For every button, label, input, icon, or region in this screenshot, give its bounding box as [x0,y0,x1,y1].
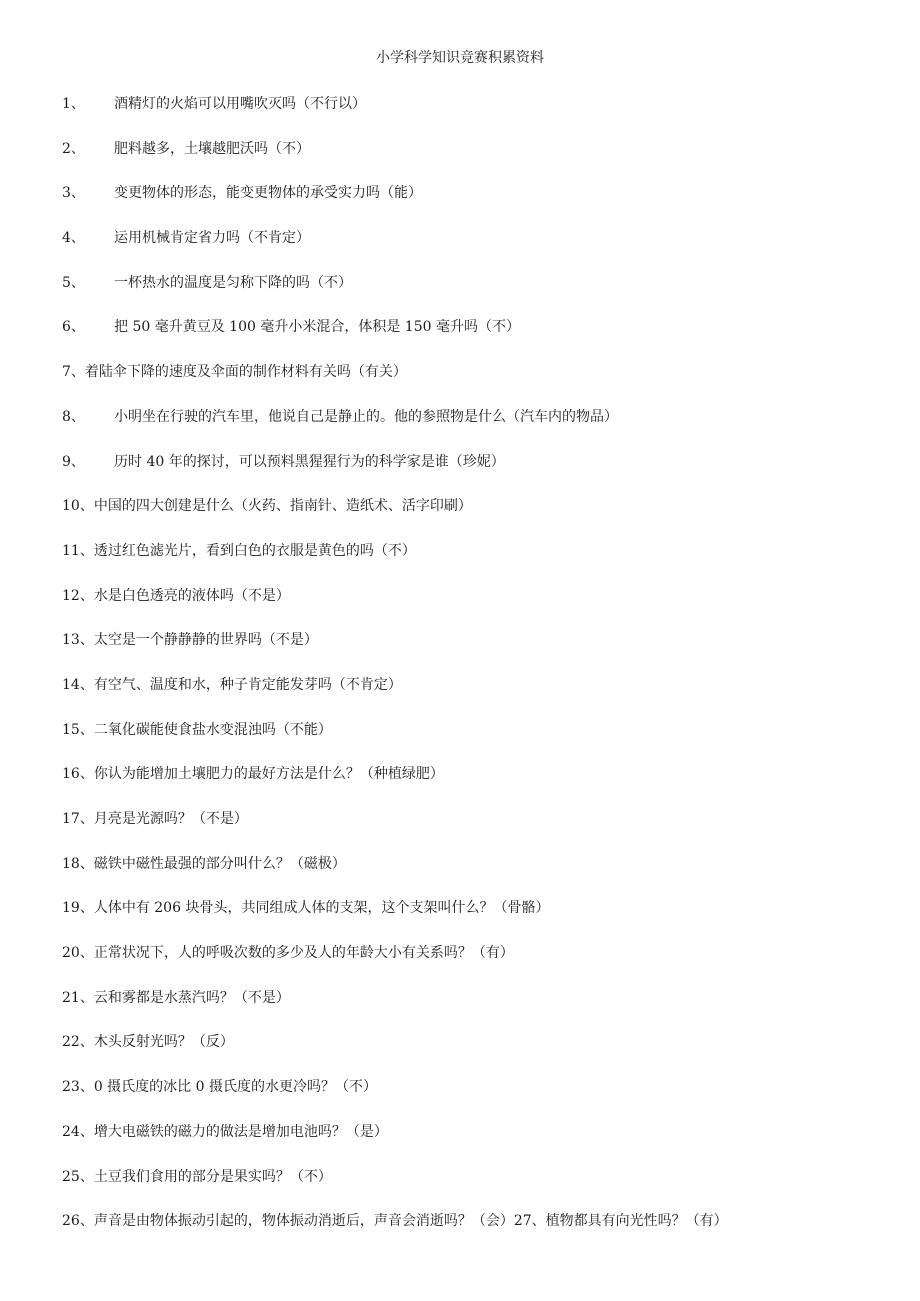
question-item [62,1032,892,1077]
question-item [62,273,892,318]
question-text: 土豆我们食用的部分是果实吗？（不） [93,1168,332,1185]
question-item [62,94,892,139]
question-number: 13、 [62,632,94,649]
question-text: 月亮是光源吗？（不是） [93,811,248,827]
question-text: 变更物体的形态，能变更物体的承受实力吗（能） [114,185,422,202]
question-text: 你认为能增加土壤肥力的最好方法是什么？（种植绿肥） [93,766,444,783]
question-item [62,675,892,720]
question-text: 肥料越多，土壤越肥沃吗（不） [114,140,310,157]
question-item [62,496,892,541]
question-number: 26、 [62,1213,94,1230]
question-item [62,452,892,497]
question-list [62,94,892,1256]
question-item [62,630,892,675]
question-text: 云和雾都是水蒸汽吗？（不是） [93,989,290,1006]
question-text: 酒精灯的火焰可以用嘴吹灭吗（不行以） [114,96,366,112]
question-text: 有空气、温度和水，种子肯定能发芽吗（不肯定） [93,676,402,693]
question-item [62,720,892,765]
question-number: 20、 [62,945,94,962]
question-item [62,898,892,943]
question-text: 太空是一个静静静的世界吗（不是） [93,632,318,649]
question-number: 18、 [62,855,94,872]
question-number: 8、 [62,408,85,425]
question-text: 着陆伞下降的速度及伞面的制作材料有关吗（有关） [84,364,407,381]
question-text: 运用机械肯定省力吗（不肯定） [114,230,310,247]
question-number: 7、 [62,364,85,381]
question-text: 中国的四大创建是什么（火药、指南针、造纸术、活字印刷） [93,498,472,515]
question-number: 4、 [62,230,85,247]
question-text: 木头反射光吗？（反） [93,1034,234,1051]
question-text: 一杯热水的温度是匀称下降的吗（不） [114,274,352,291]
document-title: 小学科学知识竞赛积累资料 [376,50,544,66]
question-item [62,317,892,362]
question-item [62,1077,892,1122]
question-item [62,139,892,184]
question-number: 6、 [62,319,85,336]
question-item [62,541,892,586]
question-item [62,586,892,631]
question-number: 17、 [62,811,94,827]
question-item [62,943,892,988]
question-item [62,407,892,452]
question-text: 人体中有 206 块骨头，共同组成人体的支架，这个支架叫什么？（骨骼） [93,900,550,917]
question-number: 10、 [62,498,94,515]
question-item [62,183,892,228]
question-number: 21、 [62,989,94,1006]
question-text: 把 50 毫升黄豆及 100 毫升小米混合，体积是 150 毫升吗（不） [114,319,520,336]
question-number: 19、 [62,900,94,917]
question-text: 增大电磁铁的磁力的做法是增加电池吗？（是） [93,1123,388,1140]
question-number: 3、 [62,185,85,202]
question-number: 22、 [62,1034,94,1051]
question-item [62,1122,892,1167]
question-text: 正常状况下，人的呼吸次数的多少及人的年龄大小有关系吗？（有） [93,945,514,962]
question-number: 5、 [62,274,85,291]
question-text: 二氧化碳能使食盐水变混浊吗（不能） [93,721,332,738]
question-number: 9、 [62,453,85,470]
question-item [62,988,892,1033]
question-number: 1、 [62,96,85,112]
question-number: 25、 [62,1168,94,1185]
question-text: 历时 40 年的探讨，可以预料黑猩猩行为的科学家是谁（珍妮） [114,453,505,470]
question-text: 0 摄氏度的冰比 0 摄氏度的水更冷吗？（不） [93,1079,377,1096]
question-item [62,854,892,899]
question-item [62,764,892,809]
question-item [62,809,892,854]
question-item [62,362,892,407]
question-number: 2、 [62,140,85,157]
question-text: 声音是由物体振动引起的，物体振动消逝后，声音会消逝吗？（会）27、植物都具有向光性吗？（有） [93,1213,728,1230]
question-number: 15、 [62,721,94,738]
question-number: 24、 [62,1123,94,1140]
question-number: 23、 [62,1079,94,1096]
question-item [62,1211,892,1256]
question-text: 透过红色滤光片，看到白色的衣服是黄色的吗（不） [93,542,416,559]
question-number: 14、 [62,676,94,693]
question-number: 12、 [62,587,94,604]
question-number: 16、 [62,766,94,783]
question-number: 11、 [62,542,94,559]
question-item [62,228,892,273]
question-text: 水是白色透亮的液体吗（不是） [93,587,290,604]
question-text: 磁铁中磁性最强的部分叫什么？（磁极） [93,855,346,872]
question-item [62,1167,892,1212]
question-text: 小明坐在行驶的汽车里，他说自己是静止的。他的参照物是什么（汽车内的物品） [114,408,618,425]
